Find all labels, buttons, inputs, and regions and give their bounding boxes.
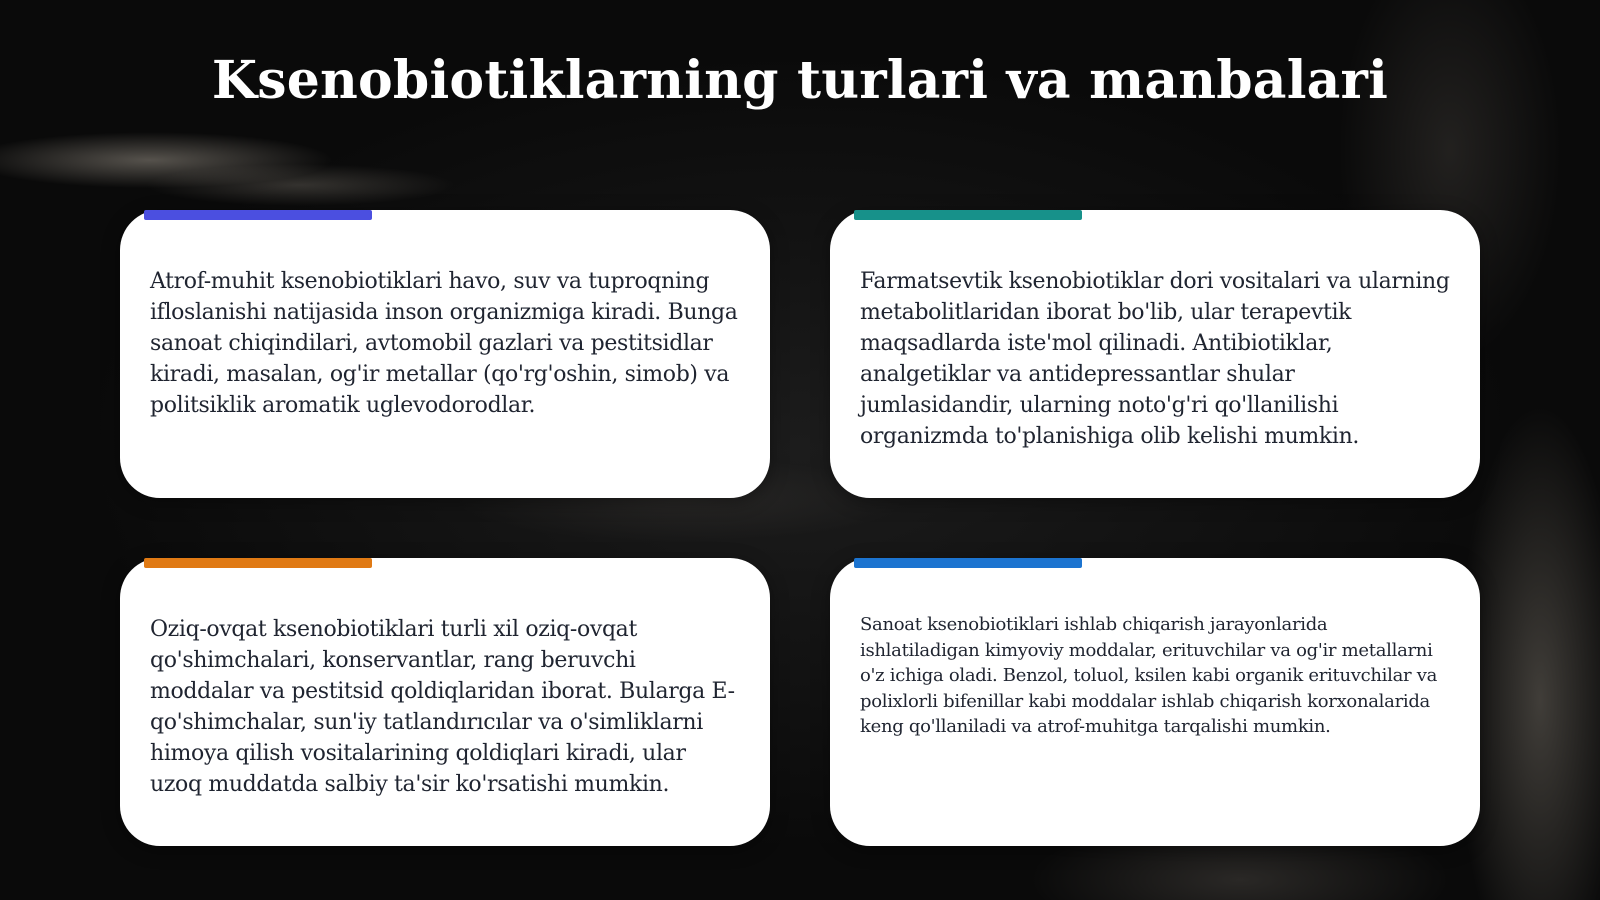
slide-title: Ksenobiotiklarning turlari va manbalari: [211, 50, 1389, 111]
card-text: Sanoat ksenobiotiklari ishlab chiqarish jarayonlarida ishlatiladigan kimyoviy moddalar, erituvchilar va og'ir metallarni o'z ichiga oladi. Benzol, toluol, ksilen kabi organik erituvchilar va polixlorli bifenillar kabi moddalar ishlab chiqarish korxonalarida keng qo'llaniladi va atrof-muhitga tarqalishi mumkin.: [860, 614, 1438, 737]
card-accent-bar: [854, 558, 1082, 568]
card-pharmaceutical-xenobiotics: [830, 210, 1480, 498]
card-text: Oziq-ovqat ksenobiotiklari turli xil oziq-ovqat qo'shimchalari, konservantlar, rang beruvchi moddalar va pestitsid qoldiqlaridan iborat. Bularga E-qo'shimchalar, sun'iy tatlandırıcılar va o'simliklarni himoya qilish vositalarining qoldiqlari kiradi, ular uzoq muddatda salbiy ta'sir ko'rsatishi mumkin.: [150, 617, 735, 797]
card-accent-bar: [144, 558, 372, 568]
card-industrial-xenobiotics: [830, 558, 1480, 846]
card-accent-bar: [144, 210, 372, 220]
card-text: Farmatsevtik ksenobiotiklar dori vositalari va ularning metabolitlaridan iborat bo'lib, ular terapevtik maqsadlarda iste'mol qilinadi. Antibiotiklar, analgetiklar va antidepressantlar shular jumlasidandir, ularning noto'g'ri qo'llanilishi organizmda to'planishiga olib kelishi mumkin.: [860, 269, 1450, 449]
card-accent-bar: [854, 210, 1082, 220]
card-text: Atrof-muhit ksenobiotiklari havo, suv va tuproqning ifloslanishi natijasida inson organizmiga kiradi. Bunga sanoat chiqindilari, avtomobil gazlari va pestitsidlar kiradi, masalan, og'ir metallar (qo'rg'oshin, simob) va politsiklik aromatik uglevodorodlar.: [150, 269, 738, 418]
card-environmental-xenobiotics: [120, 210, 770, 498]
card-food-xenobiotics: [120, 558, 770, 846]
